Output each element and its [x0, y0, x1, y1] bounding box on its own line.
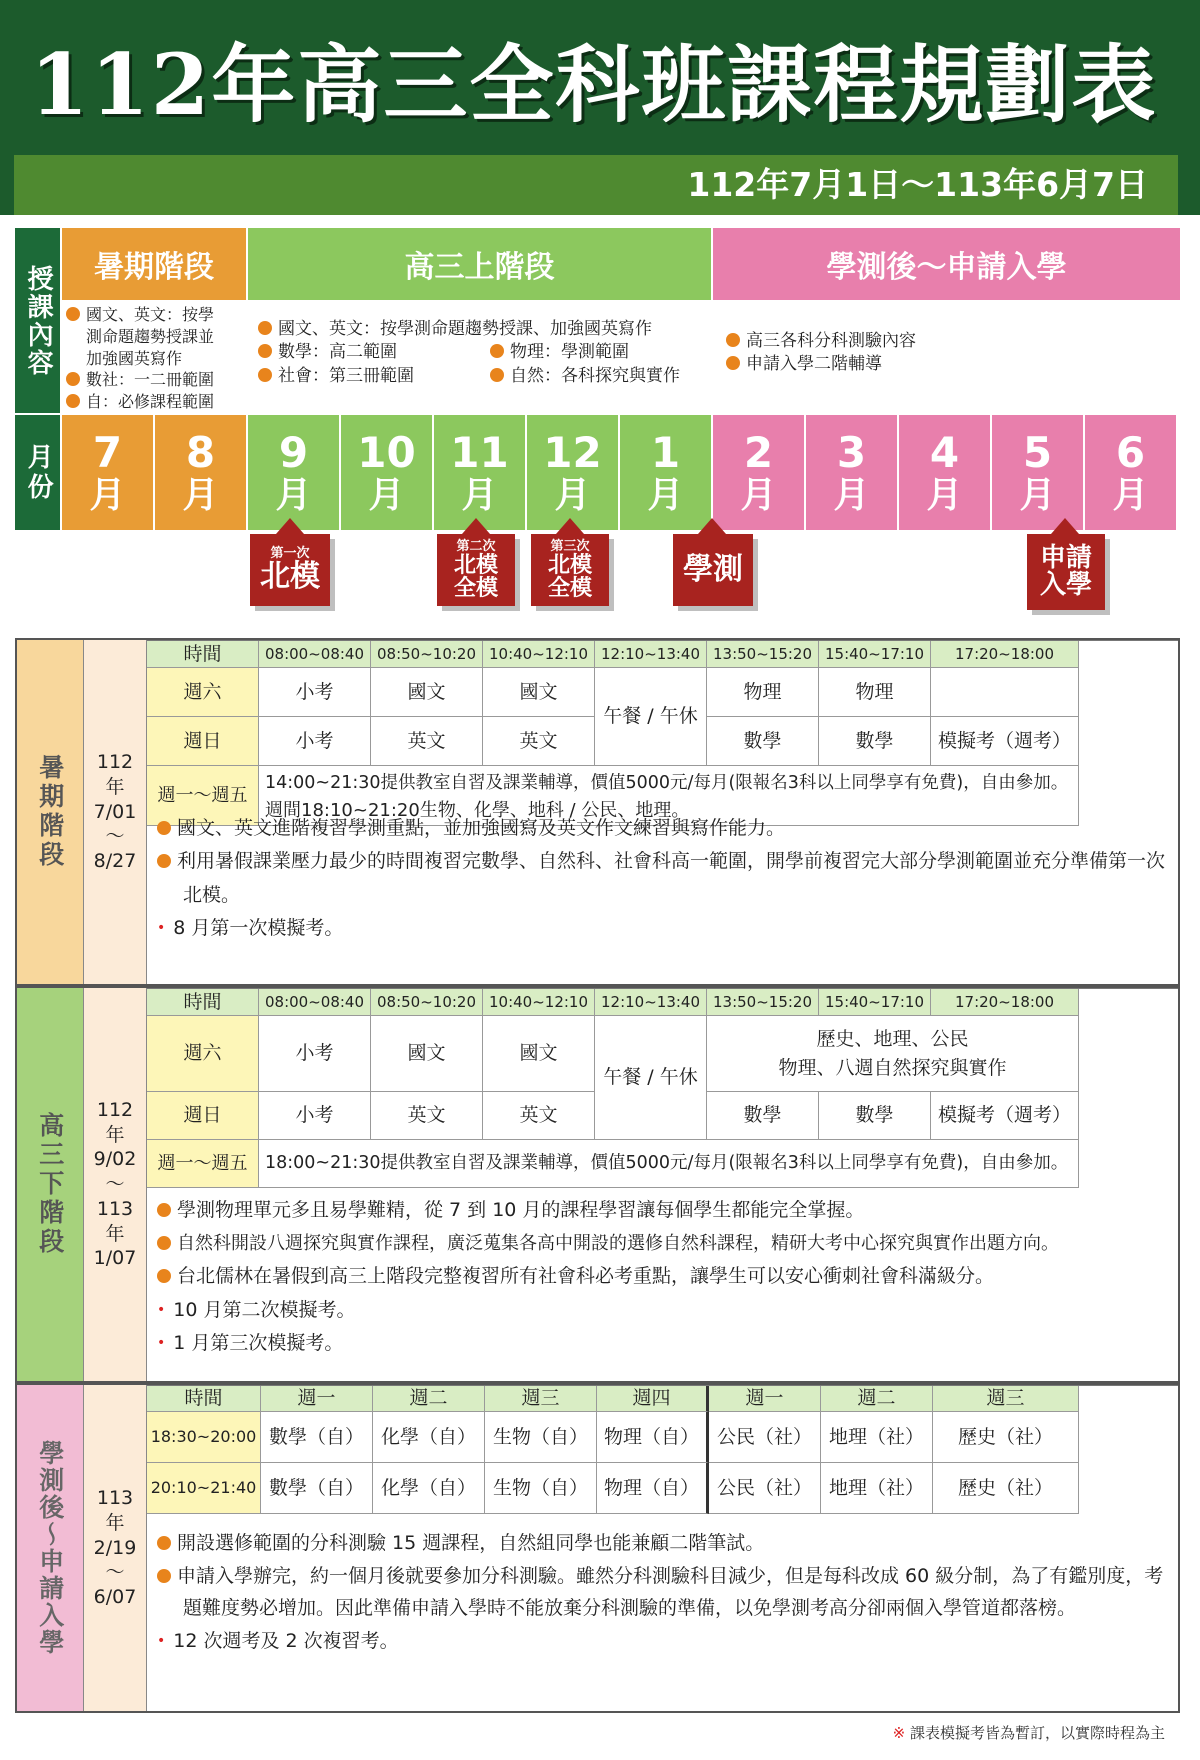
- content-label-text: 授課內容: [23, 264, 54, 377]
- exam-badge-main: 北模: [260, 559, 320, 595]
- content-text: 數學：高二範圍: [278, 342, 397, 363]
- content-line: [258, 318, 708, 341]
- date-line: 113: [96, 1487, 134, 1510]
- bullet-dot: [157, 821, 171, 835]
- date-line: 112: [96, 751, 134, 774]
- section-label-text: 學測後～申請入學: [35, 1440, 65, 1656]
- month-cell: [1085, 415, 1176, 530]
- red-dot-icon: •: [157, 1301, 166, 1318]
- phase-summer-header: [62, 228, 246, 300]
- class-cell: 數學（自）: [261, 1463, 373, 1514]
- bullet-dot: [157, 1269, 171, 1283]
- weekday-line: 週間18:10~21:20生物、化學、地科 / 公民、地理。: [265, 800, 690, 822]
- day-cell: 週一～週五: [147, 766, 259, 826]
- header-cell: 08:50~10:20: [371, 641, 483, 668]
- bullet-dot: [726, 356, 740, 370]
- content-text: 國文、英文：按學測命題趨勢授課、加強國英寫作: [278, 319, 652, 339]
- date-line: ～: [105, 825, 125, 848]
- exam-badge-sub: 全模: [453, 575, 498, 601]
- schedule-table: [147, 640, 1178, 826]
- note-item: [157, 1625, 1168, 1658]
- note-item: [157, 1560, 1168, 1625]
- exam-pointer: [698, 518, 726, 534]
- month-unit: 月: [1019, 474, 1056, 516]
- note-item: [157, 912, 1168, 945]
- note-item: [157, 812, 1168, 845]
- month-unit: 月: [926, 474, 963, 516]
- date-line: 8/27: [93, 850, 137, 873]
- class-cell: 物理: [819, 668, 931, 717]
- content-line: [258, 341, 708, 364]
- day-cell: 週日: [147, 717, 259, 766]
- content-text: 國文、英文：按學: [86, 305, 215, 324]
- note-text: 台北儒林在暑假到高三上階段完整複習所有社會科必考重點，讓學生可以安心衝刺社會科滿級分。: [177, 1264, 995, 1287]
- header-cell: 15:40~17:10: [819, 989, 931, 1016]
- exam-badge-5: [1027, 534, 1105, 610]
- header-cell: 時間: [147, 989, 259, 1016]
- section-label-text: 高三下階段: [35, 1112, 65, 1257]
- note-text: 申請入學辦完，約一個月後就要參加分科測驗。雖然分科測驗科目減少，但是每科改成 60 級分制，為了有鑑別度，考題難度勢必增加。因此準備申請入學時不能放棄分科測驗的準備，以免學測考高分卻兩個入學管道都落榜。: [177, 1564, 1164, 1620]
- content-text: 加強國英寫作: [86, 348, 183, 368]
- date-line: 年: [105, 1123, 125, 1146]
- note-text: 開設選修範圍的分科測驗 15 週課程，自然組同學也能兼顧二階筆試。: [177, 1532, 765, 1554]
- exam-badge-top: 第三次: [550, 539, 590, 555]
- month-label: [15, 415, 60, 530]
- header-cell: 12:10~13:40: [595, 989, 707, 1016]
- note-text: 1 月第三次模擬考。: [173, 1332, 344, 1355]
- class-cell: 小考: [259, 668, 371, 717]
- exam-badge-top: 第一次: [270, 546, 310, 562]
- note-text: 利用暑假課業壓力最少的時間複習完數學、自然科、社會科高一範圍，開學前複習完大部分學測範圍並充分準備第一次北模。: [177, 850, 1166, 906]
- date-line: 112: [96, 1099, 134, 1122]
- note-text: 8 月第一次模擬考。: [173, 916, 344, 939]
- merged-class-cell: [707, 1016, 1079, 1092]
- month-number: 11: [450, 427, 509, 477]
- content-line: [66, 304, 244, 326]
- phase-fall-content: [258, 318, 708, 413]
- date-line: 2/19: [93, 1536, 137, 1559]
- note-item: [157, 1527, 1168, 1560]
- month-cell: [434, 415, 525, 530]
- class-cell: 物理: [707, 668, 819, 717]
- exam-badge-4: [673, 534, 753, 606]
- note-item: [157, 1327, 1168, 1361]
- month-number: 8: [185, 427, 216, 477]
- content-text: 自：必修課程範圍: [86, 392, 215, 411]
- header-cell: 週一: [709, 1386, 821, 1412]
- content-line: [66, 391, 244, 413]
- bullet-dot: [66, 394, 80, 408]
- bullet-dot: [258, 368, 272, 382]
- header-cell: 17:20~18:00: [931, 989, 1079, 1016]
- phase-summer-title: 暑期階段: [94, 250, 214, 285]
- class-cell: 數學: [707, 717, 819, 766]
- date-line: 7/01: [93, 800, 137, 823]
- section-date: [83, 988, 147, 1381]
- class-cell: 國文: [371, 668, 483, 717]
- bullet-dot: [157, 1536, 171, 1550]
- content-line: [726, 353, 1176, 376]
- phase-fall-title: 高三上階段: [404, 250, 555, 285]
- phase-summer-content: [64, 302, 246, 413]
- day-cell: 週一～週五: [147, 1140, 259, 1188]
- header-cell: 08:00~08:40: [259, 989, 371, 1016]
- bullet-dot: [157, 1236, 171, 1250]
- month-unit: 月: [647, 474, 684, 516]
- schedule-table: [147, 1385, 1178, 1514]
- merged-line: 歷史、地理、公民: [816, 1028, 969, 1050]
- bullet-dot: [490, 368, 504, 382]
- month-number: 9: [278, 427, 309, 477]
- month-cell: [341, 415, 432, 530]
- exam-badge-main: 學測: [683, 552, 743, 588]
- month-unit: 月: [182, 474, 219, 516]
- header-cell: 週一: [261, 1386, 373, 1412]
- footer-text: 課表模擬考皆為暫訂，以實際時程為主: [909, 1724, 1165, 1742]
- class-cell: 地理（社）: [821, 1463, 933, 1514]
- bullet-dot: [157, 854, 171, 868]
- month-number: 2: [743, 427, 774, 477]
- date-line: 9/02: [93, 1148, 137, 1171]
- month-cell: [248, 415, 339, 530]
- note-item: [157, 845, 1168, 912]
- exam-pointer: [462, 518, 490, 534]
- weekday-note: [259, 1140, 1079, 1188]
- class-cell: 模擬考（週考）: [931, 717, 1079, 766]
- header-cell: 15:40~17:10: [819, 641, 931, 668]
- schedule-table: [147, 988, 1178, 1188]
- phase-spring-title: 學測後～申請入學: [826, 250, 1067, 285]
- header-cell: 時間: [147, 1386, 261, 1412]
- class-cell: [931, 668, 1079, 717]
- content-line: [726, 330, 1176, 353]
- month-unit: 月: [89, 474, 126, 516]
- class-cell: 地理（社）: [821, 1412, 933, 1463]
- header-cell: 08:00~08:40: [259, 641, 371, 668]
- phase-spring-content: [726, 330, 1176, 400]
- header-cell: 週四: [597, 1386, 709, 1412]
- content-text: 社會：第三冊範圍: [278, 365, 414, 386]
- class-cell: 英文: [371, 717, 483, 766]
- bullet-dot: [66, 372, 80, 386]
- footer-note: [893, 1722, 1165, 1743]
- note-item: [157, 1294, 1168, 1328]
- asterisk-icon: ※: [892, 1724, 906, 1742]
- header-cell: 10:40~12:10: [483, 641, 595, 668]
- section-date: [83, 1385, 147, 1711]
- date-line: 年: [105, 1222, 125, 1245]
- exam-pointer: [556, 518, 584, 534]
- month-unit: 月: [740, 474, 777, 516]
- month-number: 6: [1115, 427, 1146, 477]
- month-cell: [527, 415, 618, 530]
- exam-badge-sub: 全模: [547, 575, 592, 601]
- exam-badge-sub: 入學: [1039, 570, 1092, 600]
- class-cell: 歷史（社）: [933, 1412, 1079, 1463]
- month-cell: [713, 415, 804, 530]
- bullet-dot: [157, 1569, 171, 1583]
- exam-badge-main: 北模: [453, 552, 498, 578]
- header-cell: 週二: [821, 1386, 933, 1412]
- header-cell: 週三: [485, 1386, 597, 1412]
- date-line: 1/07: [93, 1247, 137, 1270]
- class-cell: 公民（社）: [709, 1463, 821, 1514]
- month-number: 3: [836, 427, 867, 477]
- phase-spring-header: [713, 228, 1180, 300]
- note-item: [157, 1260, 1168, 1294]
- class-cell: 數學: [819, 1092, 931, 1140]
- date-band: [14, 155, 1178, 215]
- merged-line: 物理、八週自然探究與實作: [778, 1056, 1007, 1079]
- weekday-line: 14:00~21:30提供教室自習及課業輔導，價值5000元/每月(限報名3科以上同學享有免費)，自由參加。: [265, 773, 1069, 793]
- bullet-dot: [258, 321, 272, 335]
- content-text: 數社：一二冊範圍: [86, 370, 215, 390]
- class-cell: 公民（社）: [709, 1412, 821, 1463]
- header-cell: 08:50~10:20: [371, 989, 483, 1016]
- month-number: 1: [650, 427, 681, 477]
- exam-pointer: [1051, 518, 1079, 534]
- section-label-text: 暑期階段: [35, 754, 65, 870]
- header-cell: 13:50~15:20: [707, 989, 819, 1016]
- date-line: 年: [105, 775, 125, 798]
- class-cell: 小考: [259, 1092, 371, 1140]
- exam-badge-3: [531, 534, 609, 606]
- section-fall: [15, 986, 1180, 1383]
- month-unit: 月: [368, 474, 405, 516]
- section-notes: [147, 1521, 1178, 1711]
- header-cell: 10:40~12:10: [483, 989, 595, 1016]
- class-cell: 國文: [483, 668, 595, 717]
- month-number: 5: [1022, 427, 1053, 477]
- section-notes: [147, 806, 1178, 984]
- class-cell: 化學（自）: [373, 1463, 485, 1514]
- class-cell: 物理（自）: [597, 1412, 709, 1463]
- section-label: [17, 1385, 83, 1711]
- header-cell: 時間: [147, 641, 259, 668]
- section-notes: [147, 1188, 1178, 1381]
- class-cell: 小考: [259, 1016, 371, 1092]
- note-item: [157, 1228, 1168, 1260]
- lunch-cell: 午餐 / 午休: [595, 1016, 707, 1140]
- exam-badge-1: [250, 534, 330, 606]
- time-cell: 18:30~20:00: [147, 1412, 261, 1463]
- class-cell: 數學（自）: [261, 1412, 373, 1463]
- day-cell: 週日: [147, 1092, 259, 1140]
- month-unit: 月: [461, 474, 498, 516]
- note-item: [157, 1194, 1168, 1228]
- class-cell: 數學: [819, 717, 931, 766]
- class-cell: 歷史（社）: [933, 1463, 1079, 1514]
- red-dot-icon: •: [157, 1335, 166, 1352]
- month-unit: 月: [833, 474, 870, 516]
- note-text: 10 月第二次模擬考。: [173, 1298, 356, 1321]
- time-cell: 20:10~21:40: [147, 1463, 261, 1514]
- lunch-cell: 午餐 / 午休: [595, 668, 707, 766]
- content-label: [15, 228, 60, 413]
- header-cell: 週三: [933, 1386, 1079, 1412]
- weekday-line: 18:00~21:30提供教室自習及課業輔導，價值5000元/每月(限報名3科以上同學享有免費)，自由參加。: [265, 1153, 1069, 1173]
- class-cell: 小考: [259, 717, 371, 766]
- class-cell: 數學: [707, 1092, 819, 1140]
- month-unit: 月: [1112, 474, 1149, 516]
- content-text: 自然：各科探究與實作: [510, 365, 680, 386]
- header-cell: 17:20~18:00: [931, 641, 1079, 668]
- date-line: ～: [105, 1561, 125, 1584]
- month-number: 12: [543, 427, 602, 477]
- month-label-text: 月份: [23, 442, 54, 503]
- exam-pointer: [276, 518, 304, 534]
- month-cell: [155, 415, 246, 530]
- content-text: 物理：學測範圍: [510, 342, 629, 363]
- content-line: [66, 326, 244, 348]
- section-label: [17, 988, 83, 1381]
- section-label: [17, 640, 83, 984]
- exam-badge-2: [437, 534, 515, 606]
- red-dot-icon: •: [157, 1633, 166, 1650]
- date-line: 6/07: [93, 1586, 137, 1609]
- section-spring: [15, 1383, 1180, 1713]
- class-cell: 生物（自）: [485, 1412, 597, 1463]
- class-cell: 國文: [371, 1016, 483, 1092]
- note-text: 國文、英文進階複習學測重點，並加強國寫及英文作文練習與寫作能力。: [177, 817, 786, 839]
- section-date: [83, 640, 147, 984]
- day-cell: 週六: [147, 668, 259, 717]
- content-line: [258, 365, 708, 388]
- exam-badge-main: 申請: [1039, 542, 1092, 573]
- month-cell: [899, 415, 990, 530]
- section-summer: [15, 638, 1180, 986]
- content-text: 高三各科分科測驗內容: [746, 331, 916, 351]
- header-cell: 12:10~13:40: [595, 641, 707, 668]
- date-line: 年: [105, 1511, 125, 1534]
- page-title: 112年高三全科班課程規劃表: [30, 35, 1158, 134]
- class-cell: 英文: [483, 1092, 595, 1140]
- month-unit: 月: [275, 474, 312, 516]
- phase-fall-header: [248, 228, 711, 300]
- header-cell: 週二: [373, 1386, 485, 1412]
- bullet-dot: [157, 1203, 171, 1217]
- month-cell: [620, 415, 711, 530]
- date-range: 112年7月1日～113年6月7日: [687, 165, 1148, 204]
- month-number: 10: [357, 427, 416, 477]
- month-cell: [62, 415, 153, 530]
- bullet-dot: [726, 333, 740, 347]
- class-cell: 化學（自）: [373, 1412, 485, 1463]
- bullet-dot: [258, 344, 272, 358]
- date-line: ～: [105, 1173, 125, 1196]
- month-number: 7: [92, 427, 123, 477]
- header-cell: 13:50~15:20: [707, 641, 819, 668]
- month-cell: [806, 415, 897, 530]
- class-cell: 英文: [371, 1092, 483, 1140]
- content-line: [66, 369, 244, 391]
- note-text: 學測物理單元多且易學難精，從 7 到 10 月的課程學習讓每個學生都能完全掌握。: [177, 1199, 865, 1221]
- class-cell: 國文: [483, 1016, 595, 1092]
- note-text: 自然科開設八週探究與實作課程，廣泛蒐集各高中開設的選修自然科課程，精研大考中心探究與實作出題方向。: [177, 1232, 1059, 1254]
- bullet-dot: [490, 344, 504, 358]
- day-cell: 週六: [147, 1016, 259, 1092]
- content-line: [66, 348, 244, 370]
- month-number: 4: [929, 427, 960, 477]
- class-cell: 生物（自）: [485, 1463, 597, 1514]
- content-text: 測命題趨勢授課並: [86, 326, 215, 346]
- exam-badge-main: 北模: [547, 552, 592, 578]
- class-cell: 物理（自）: [597, 1463, 709, 1514]
- class-cell: 英文: [483, 717, 595, 766]
- exam-badge-top: 第二次: [456, 539, 496, 555]
- note-text: 12 次週考及 2 次複習考。: [173, 1630, 399, 1653]
- content-text: 申請入學二階輔導: [746, 354, 882, 375]
- class-cell: 模擬考（週考）: [931, 1092, 1079, 1140]
- bullet-dot: [66, 307, 80, 321]
- month-cell: [992, 415, 1083, 530]
- red-dot-icon: •: [157, 919, 166, 936]
- month-unit: 月: [554, 474, 591, 516]
- date-line: 113: [96, 1197, 134, 1220]
